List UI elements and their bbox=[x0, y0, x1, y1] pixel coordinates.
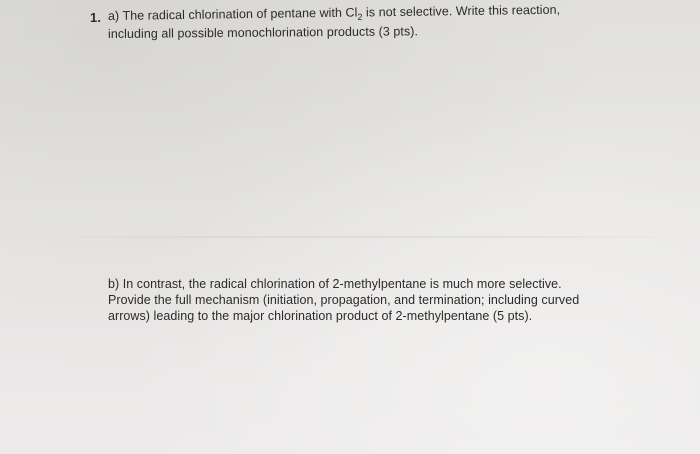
part-a-line-1-end: is not selective. Write this reaction, bbox=[362, 2, 561, 20]
paper-fold bbox=[0, 236, 700, 238]
question-number: 1. bbox=[90, 10, 102, 25]
part-a-line-1 bbox=[108, 3, 560, 23]
part-b-line-3: arrows) leading to the major chlorination product of 2-methylpentane (5 pts). bbox=[108, 309, 533, 323]
part-b-line-1: b) In contrast, the radical chlorination of 2-methylpentane is much more selective. bbox=[108, 277, 562, 291]
chlorine-subscript: 2 bbox=[357, 11, 363, 23]
part-a-line-2: including all possible monochlorination products (3 pts). bbox=[107, 24, 419, 41]
part-a-line-1-start: a) The radical chlorination of pentane with Cl bbox=[107, 5, 358, 23]
part-b-line-2: Provide the full mechanism (initiation, propagation, and termination; including curved bbox=[108, 293, 580, 307]
